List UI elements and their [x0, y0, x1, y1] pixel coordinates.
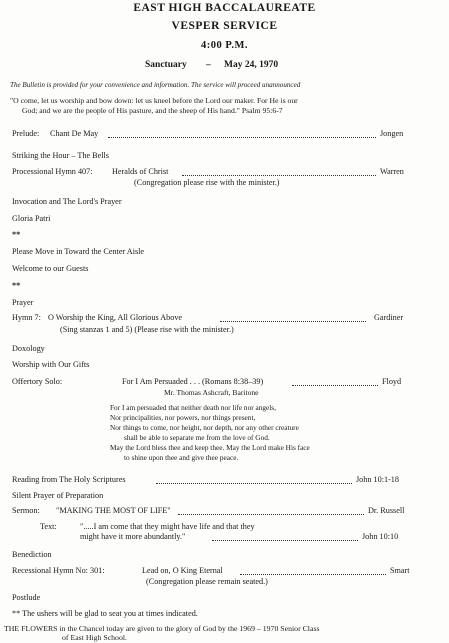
offertory-leader-dots — [292, 384, 378, 386]
sermon-label: Sermon: — [12, 506, 40, 515]
offertory-composer: Floyd — [382, 377, 402, 386]
title-line-2: VESPER SERVICE — [171, 20, 278, 32]
prelude-title: Chant De May — [50, 129, 99, 138]
striking-hour: Striking the Hour – The Bells — [12, 151, 109, 160]
move-center-aisle: Please Move in Toward the Center Aisle — [12, 247, 145, 256]
processional-title: Heralds of Christ — [112, 167, 169, 176]
offertory-verse-line: Nor things to come, nor height, nor depth, nor any other creature — [110, 423, 299, 432]
postlude: Postlude — [12, 593, 41, 602]
call-to-worship-line-1: "O come, let us worship and bow down: let us kneel before the Lord our maker. For He is our — [10, 96, 298, 105]
text-line-1: ".....I am come that they might have life and that they — [80, 522, 255, 531]
processional-leader-dots — [182, 174, 376, 176]
usher-mark-2: ** — [12, 281, 21, 290]
call-to-worship-line-2: God; and we are the people of His pasture, and the sheep of His hand." Psalm 95:6-7 — [22, 106, 283, 115]
service-time: 4:00 P.M. — [201, 40, 248, 51]
invocation: Invocation and The Lord's Prayer — [12, 197, 122, 206]
offertory-label: Offertory Solo: — [12, 377, 63, 386]
reading-label: Reading from The Holy Scriptures — [12, 475, 126, 484]
text-line-2: might have it more abundantly." — [80, 532, 186, 541]
flowers-line-2: of East High School. — [62, 633, 127, 642]
offertory-verse-line: shall be able to separate me from the love of God. — [124, 433, 270, 442]
hymn7-label: Hymn 7: — [12, 313, 41, 322]
text-reference: John 10:10 — [362, 532, 399, 541]
gloria-patri: Gloria Patri — [12, 214, 51, 223]
offertory-verse-line: May the Lord bless thee and keep thee. May the Lord make His face — [110, 443, 310, 452]
reading-reference: John 10:1-18 — [356, 475, 399, 484]
silent-prayer: Silent Prayer of Preparation — [12, 491, 104, 500]
processional-composer: Warren — [380, 167, 404, 176]
doxology: Doxology — [12, 344, 45, 353]
text-label: Text: — [40, 522, 57, 531]
sermon-leader-dots — [178, 513, 364, 515]
recessional-title: Lead on, O King Eternal — [142, 566, 223, 575]
prayer: Prayer — [12, 298, 34, 307]
welcome-guests: Welcome to our Guests — [12, 264, 89, 273]
worship-with-gifts: Worship with Our Gifts — [12, 360, 90, 369]
ushers-note: ** The ushers will be glad to seat you at times indicated. — [12, 609, 198, 618]
benediction: Benediction — [12, 550, 52, 559]
usher-mark-1: ** — [12, 230, 21, 239]
recessional-note: (Congregation please remain seated.) — [146, 577, 268, 586]
flowers-line-1: THE FLOWERS in the Chancel today are given to the glory of God by the 1969 – 1970 Senior Class — [4, 624, 320, 633]
bulletin-note: The Bulletin is provided for your convenience and information. The service will proceed unannounced — [10, 81, 301, 89]
hymn7-composer: Gardiner — [374, 313, 404, 322]
prelude-leader-dots — [108, 136, 376, 138]
sermon-title: "MAKING THE MOST OF LIFE" — [56, 506, 171, 515]
date-dash: – — [206, 60, 211, 70]
processional-note: (Congregation please rise with the minister.) — [134, 178, 280, 187]
prelude-composer: Jongen — [380, 129, 404, 138]
service-date: May 24, 1970 — [224, 60, 279, 70]
sermon-speaker: Dr. Russell — [368, 506, 405, 515]
processional-label: Processional Hymn 407: — [12, 167, 93, 176]
offertory-performer: Mr. Thomas Ashcraft, Baritone — [164, 388, 259, 397]
offertory-verse-line: For I am persuaded that neither death nor life nor angels, — [110, 403, 276, 412]
hymn7-note: (Sing stanzas 1 and 5) (Please rise with the minister.) — [60, 325, 234, 334]
prelude-label: Prelude: — [12, 129, 40, 138]
text-leader-dots — [212, 539, 358, 541]
recessional-leader-dots — [240, 573, 386, 575]
recessional-label: Recessional Hymn No: 301: — [12, 566, 105, 575]
offertory-verse-line: to shine upon thee and give thee peace. — [124, 453, 239, 462]
hymn7-leader-dots — [220, 320, 366, 322]
title-line-1: EAST HIGH BACCALAUREATE — [133, 2, 316, 14]
offertory-title: For I Am Persuaded . . . (Romans 8:38–39) — [122, 377, 264, 386]
hymn7-title: O Worship the King, All Glorious Above — [48, 313, 183, 322]
service-place: Sanctuary — [145, 60, 187, 70]
recessional-composer: Smart — [390, 566, 410, 575]
reading-leader-dots — [156, 482, 352, 484]
offertory-verse-line: Nor principalities, nor powers, nor things present, — [110, 413, 256, 422]
